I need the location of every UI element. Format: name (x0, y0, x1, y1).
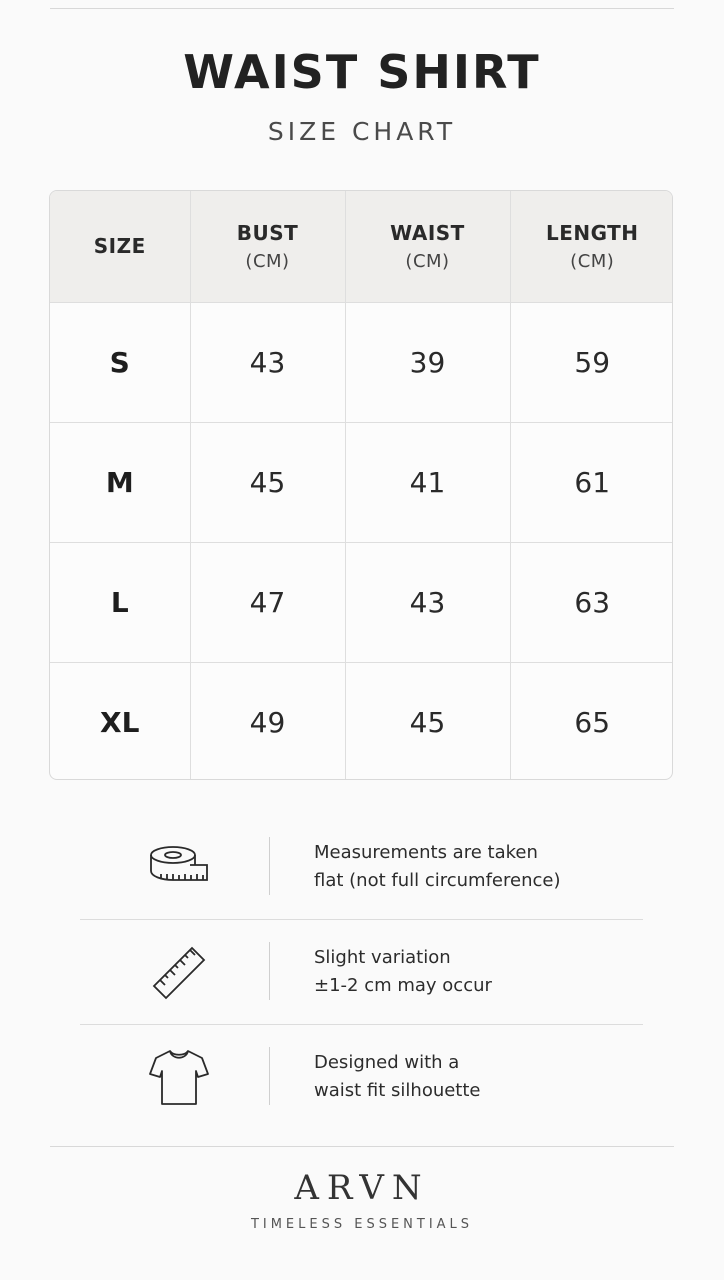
size-cell: XL (50, 662, 190, 780)
waist-cell: 45 (345, 662, 510, 780)
care-notes (80, 815, 643, 1129)
note-line: Slight variation (314, 947, 451, 968)
size-cell: M (50, 422, 190, 542)
size-cell: L (50, 542, 190, 662)
table-row (50, 302, 673, 422)
table-row (50, 422, 673, 542)
note-variation (80, 919, 643, 1024)
bust-cell: 49 (190, 662, 345, 780)
waist-cell: 39 (345, 302, 510, 422)
bust-cell: 43 (190, 302, 345, 422)
header-length (510, 191, 673, 302)
header-label: WAIST (390, 220, 465, 245)
note-fit (80, 1024, 643, 1129)
header-size (50, 191, 190, 302)
waist-cell: 41 (345, 422, 510, 542)
note-text (314, 839, 560, 895)
header-label: LENGTH (545, 220, 639, 245)
note-divider (269, 942, 270, 1000)
size-chart-table (49, 190, 673, 780)
note-line: waist fit silhouette (314, 1080, 481, 1101)
note-line: flat (not full circumference) (314, 870, 561, 891)
note-text (314, 1049, 481, 1105)
length-cell: 59 (510, 302, 673, 422)
bust-cell: 45 (190, 422, 345, 542)
measuring-tape-icon (146, 837, 212, 897)
bottom-divider (50, 1146, 674, 1147)
note-line: ±1-2 cm may occur (314, 975, 492, 996)
tshirt-icon (146, 1047, 212, 1107)
note-line: Measurements are taken (314, 842, 538, 863)
header-label: SIZE (93, 234, 146, 259)
ruler-icon (146, 942, 212, 1002)
page-title: WAIST SHIRT (183, 45, 541, 99)
header-bust (190, 191, 345, 302)
note-divider (269, 837, 270, 895)
table-row (50, 542, 673, 662)
note-measurements (80, 815, 643, 919)
header-label: BUST (236, 220, 299, 245)
length-cell: 65 (574, 705, 611, 739)
note-line: Designed with a (314, 1052, 460, 1073)
header-waist (345, 191, 510, 302)
table-header-row (50, 191, 673, 302)
page-subtitle: SIZE CHART (267, 117, 457, 146)
header-unit: (CM) (245, 250, 290, 272)
waist-cell: 43 (345, 542, 510, 662)
table-row (50, 662, 673, 780)
top-divider (50, 8, 674, 9)
header-unit: (CM) (570, 250, 615, 272)
length-cell: 63 (510, 542, 673, 662)
header-unit: (CM) (405, 250, 450, 272)
note-divider (269, 1047, 270, 1105)
bust-cell: 47 (190, 542, 345, 662)
brand-logo: ARVN (294, 1168, 430, 1208)
brand-tagline: TIMELESS ESSENTIALS (250, 1217, 474, 1232)
size-cell: S (50, 302, 190, 422)
length-cell: 61 (510, 422, 673, 542)
note-text (314, 944, 492, 1000)
